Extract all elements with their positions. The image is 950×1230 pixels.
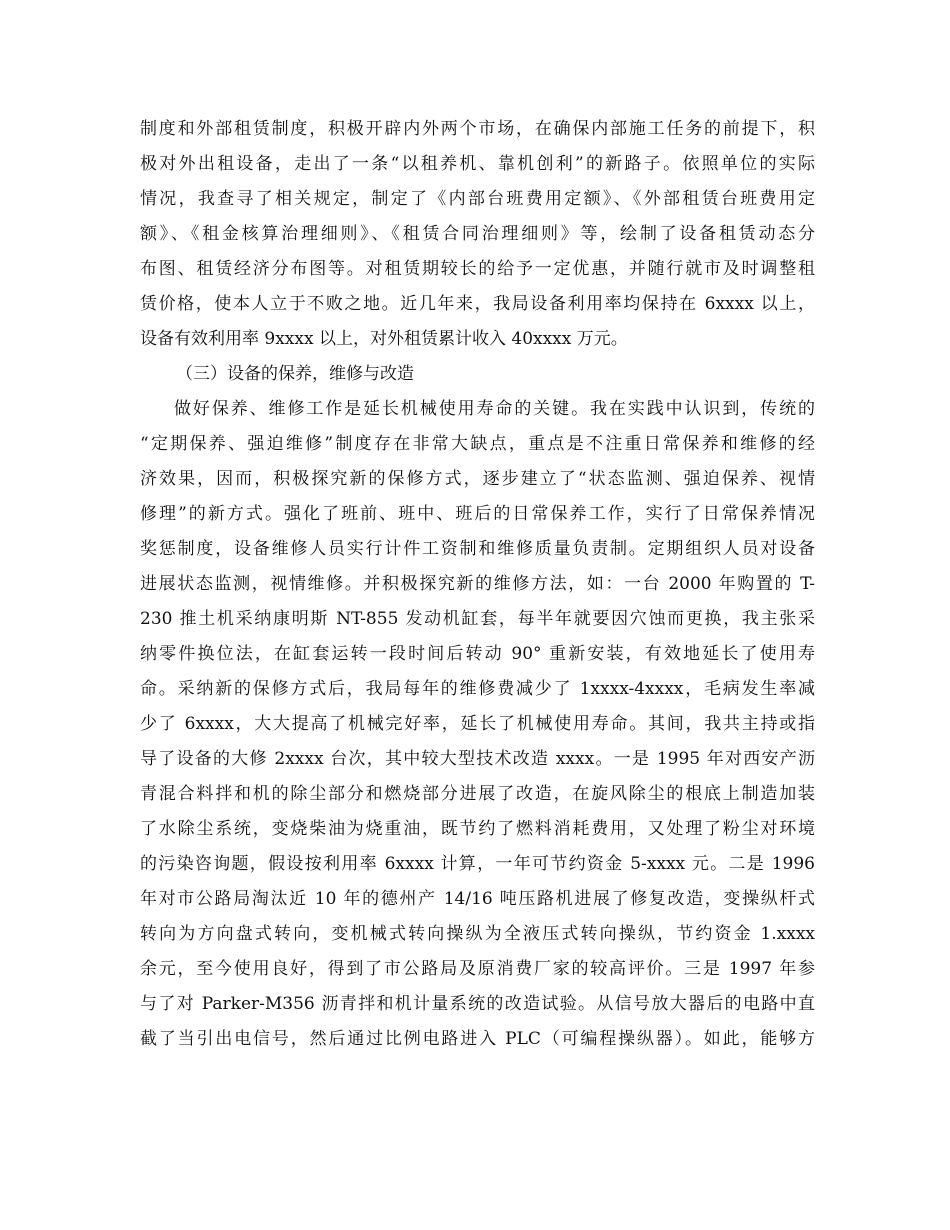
text-line: （三）设备的保养，维修与改造 <box>176 364 414 384</box>
text-line: 命。采纳新的保修方式后，我局每年的维修费减少了 1xxxx-4xxxx，毛病发生率减 <box>140 679 815 699</box>
text-line: 少了 6xxxx，大大提高了机械完好率，延长了机械使用寿命。其间，我共主持或指 <box>140 714 815 734</box>
text-line: 布图、租赁经济分布图等。对租赁期较长的给予一定优惠，并随行就市及时调整租 <box>140 259 815 279</box>
text-line: 230 推土机采纳康明斯 NT-855 发动机缸套，每半年就要因穴蚀而更换，我主张采 <box>140 609 815 629</box>
text-line: 年对市公路局淘汰近 10 年的德州产 14/16 吨压路机进展了修复改造，变操纵杆式 <box>140 889 815 909</box>
body-paragraph <box>140 112 815 357</box>
text-line: 进展状态监测，视情维修。并积极探究新的维修方法，如：一台 2000 年购置的 T- <box>140 574 815 594</box>
text-line: 与了对 Parker-M356 沥青拌和机计量系统的改造试验。从信号放大器后的电路中直 <box>140 994 815 1014</box>
text-line: 的污染咨询题，假设按利用率 6xxxx 计算，一年可节约资金 5-xxxx 元。二是 1996 <box>140 854 815 874</box>
body-paragraph <box>140 392 815 1057</box>
text-line: 设备有效利用率 9xxxx 以上，对外租赁累计收入 40xxxx 万元。 <box>140 329 628 349</box>
text-line: “定期保养、强迫维修”制度存在非常大缺点，重点是不注重日常保养和维修的经 <box>140 434 815 454</box>
text-line: 截了当引出电信号，然后通过比例电路进入 PLC（可编程操纵器）。如此，能够方 <box>140 1029 815 1049</box>
text-line: 额》、《租金核算治理细则》、《租赁合同治理细则》等，绘制了设备租赁动态分 <box>140 224 815 244</box>
text-line: 奖惩制度，设备维修人员实行计件工资制和维修质量负责制。定期组织人员对设备 <box>140 539 815 559</box>
text-line: 情况，我查寻了相关规定，制定了《内部台班费用定额》、《外部租赁台班费用定 <box>140 189 815 209</box>
text-line: 极对外出租设备，走出了一条“以租养机、靠机创利”的新路子。依照单位的实际 <box>140 154 815 174</box>
text-line: 转向为方向盘式转向，变机械式转向操纵为全液压式转向操纵，节约资金 1.xxxx <box>140 924 815 944</box>
text-line: 青混合料拌和机的除尘部分和燃烧部分进展了改造，在旋风除尘的根底上制造加装 <box>140 784 815 804</box>
document-page <box>140 112 815 1057</box>
text-line: 了水除尘系统，变烧柴油为烧重油，既节约了燃料消耗费用，又处理了粉尘对环境 <box>140 819 815 839</box>
text-line: 纳零件换位法，在缸套运转一段时间后转动 90° 重新安装，有效地延长了使用寿 <box>140 644 815 664</box>
section-heading <box>140 357 815 392</box>
text-line: 余元，至今使用良好，得到了市公路局及原消费厂家的较高评价。三是 1997 年参 <box>140 959 815 979</box>
text-line: 导了设备的大修 2xxxx 台次，其中较大型技术改造 xxxx。一是 1995 年对西安产沥 <box>140 749 815 769</box>
text-line: 做好保养、维修工作是延长机械使用寿命的关键。我在实践中认识到，传统的 <box>174 399 815 419</box>
text-line: 修理”的新方式。强化了班前、班中、班后的日常保养工作，实行了日常保养情况 <box>140 504 815 524</box>
text-line: 赁价格，使本人立于不败之地。近几年来，我局设备利用率均保持在 6xxxx 以上， <box>140 294 815 314</box>
text-line: 制度和外部租赁制度，积极开辟内外两个市场，在确保内部施工任务的前提下，积 <box>140 119 815 139</box>
text-line: 济效果，因而，积极探究新的保修方式，逐步建立了“状态监测、强迫保养、视情 <box>140 469 815 489</box>
